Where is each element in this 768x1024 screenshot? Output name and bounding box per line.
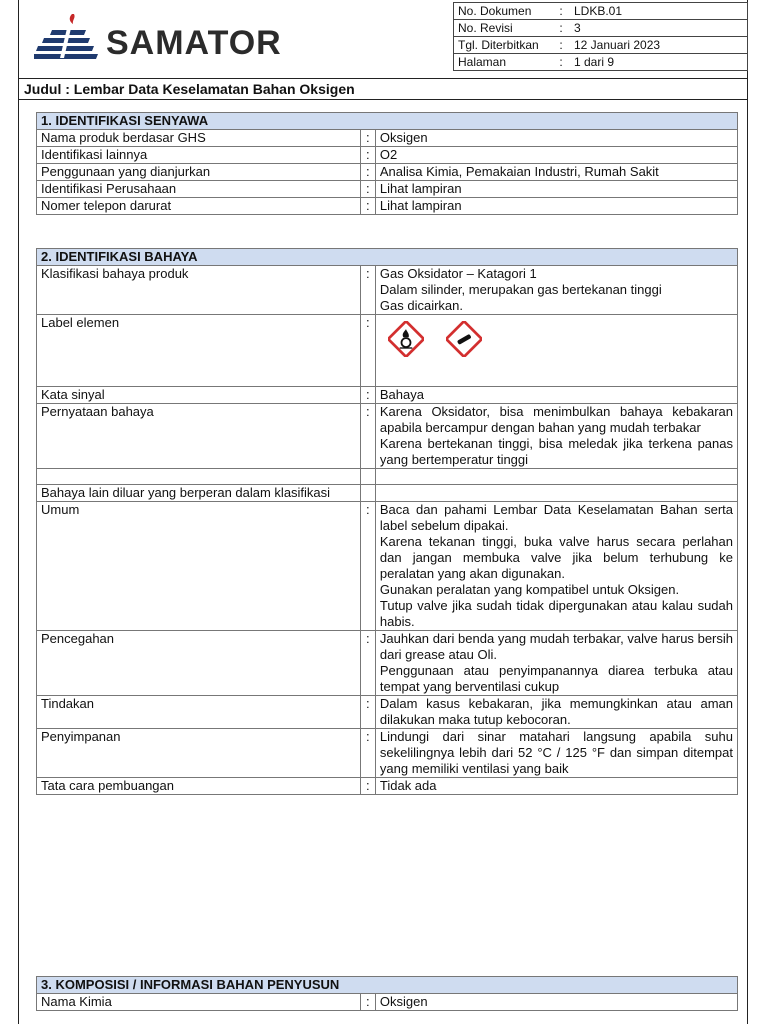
row-label: Label elemen <box>37 315 361 387</box>
table-row-empty <box>37 469 738 485</box>
value-line: Gas dicairkan. <box>379 298 463 313</box>
row-label: Pernyataan bahaya <box>37 404 361 469</box>
row-label: Nama produk berdasar GHS <box>37 130 361 147</box>
row-colon: : <box>360 130 375 147</box>
table-row <box>37 198 738 215</box>
section-heading: 1. IDENTIFIKASI SENYAWA <box>37 113 738 130</box>
value-line: Karena bertekanan tinggi, bisa meledak jika terkena panas yang bertemperatur tinggi <box>379 436 733 467</box>
table-row <box>37 696 738 729</box>
section-heading: 3. KOMPOSISI / INFORMASI BAHAN PENYUSUN <box>37 977 738 994</box>
row-colon: : <box>360 266 375 315</box>
row-label: Tata cara pembuangan <box>37 778 361 795</box>
doc-info-value: LDKB.01 <box>570 3 748 20</box>
row-value <box>375 631 737 696</box>
section-identifikasi-senyawa <box>36 112 738 215</box>
section-komposisi <box>36 976 738 1011</box>
value-line: Gas Oksidator – Katagori 1 <box>379 266 537 281</box>
table-row <box>37 147 738 164</box>
row-colon: : <box>360 502 375 631</box>
row-value: Tidak ada <box>375 778 737 795</box>
table-row <box>37 631 738 696</box>
table-row <box>37 404 738 469</box>
value-line: Penggunaan atau penyimpanannya diarea terbuka atau tempat yang berventilasi cukup <box>379 663 733 694</box>
row-label: Identifikasi Perusahaan <box>37 181 361 198</box>
table-row <box>37 485 738 502</box>
row-label: Klasifikasi bahaya produk <box>37 266 361 315</box>
value-line: Baca dan pahami Lembar Data Keselamatan Bahan serta label sebelum dipakai. <box>379 502 733 533</box>
row-value: Analisa Kimia, Pemakaian Industri, Rumah Sakit <box>375 164 737 181</box>
value-line: Tutup valve jika sudah tidak dipergunakan atau kalau sudah habis. <box>379 598 733 629</box>
samator-logo-icon <box>34 8 104 64</box>
row-label: Pencegahan <box>37 631 361 696</box>
value-line: Jauhkan dari benda yang mudah terbakar, valve harus bersih dari grease atau Oli. <box>379 631 733 662</box>
section-identifikasi-bahaya <box>36 248 738 795</box>
gas-cylinder-icon <box>446 321 482 357</box>
doc-info-row <box>454 20 748 37</box>
doc-info-key: No. Revisi <box>454 20 553 37</box>
oxidizer-flame-over-circle-icon <box>388 321 424 357</box>
row-colon: : <box>360 198 375 215</box>
value-line: Karena tekanan tinggi, buka valve harus secara perlahan dan jangan membuka valve jika belum terhubung ke peralatan yang akan digunakan. <box>379 534 733 581</box>
row-colon: : <box>360 147 375 164</box>
table-row <box>37 729 738 778</box>
doc-info-value: 1 dari 9 <box>570 54 748 71</box>
row-value: Lindungi dari sinar matahari langsung apabila suhu sekelilingnya lebih dari 52 °C / 125 °F dan simpan ditempat yang memiliki ventilasi yang baik <box>375 729 737 778</box>
doc-info-row <box>454 54 748 71</box>
table-row <box>37 266 738 315</box>
row-colon: : <box>360 778 375 795</box>
row-label: Umum <box>37 502 361 631</box>
row-label: Nomer telepon darurat <box>37 198 361 215</box>
document-title: Judul : Lembar Data Keselamatan Bahan Oksigen <box>24 81 355 97</box>
table-row <box>37 502 738 631</box>
row-colon: : <box>360 994 375 1011</box>
value-line: Karena Oksidator, bisa menimbulkan bahaya kebakaran apabila bercampur dengan bahan yang mudah terbakar <box>379 404 733 435</box>
table-row <box>37 130 738 147</box>
document-info-table <box>453 2 748 71</box>
doc-info-colon: : <box>552 3 570 20</box>
table-row <box>37 994 738 1011</box>
table-row <box>37 315 738 387</box>
samator-logo <box>34 8 334 68</box>
doc-info-colon: : <box>552 37 570 54</box>
section-heading: 2. IDENTIFIKASI BAHAYA <box>37 249 738 266</box>
row-label: Tindakan <box>37 696 361 729</box>
table-row <box>37 778 738 795</box>
table-row <box>37 181 738 198</box>
row-label: Penyimpanan <box>37 729 361 778</box>
doc-info-value: 3 <box>570 20 748 37</box>
row-label: Bahaya lain diluar yang berperan dalam klasifikasi <box>37 485 361 502</box>
row-value <box>375 315 737 387</box>
value-line: Dalam silinder, merupakan gas bertekanan tinggi <box>379 282 662 297</box>
doc-info-colon: : <box>552 54 570 71</box>
row-colon: : <box>360 387 375 404</box>
doc-info-key: Tgl. Diterbitkan <box>454 37 553 54</box>
document-title-bar <box>18 78 748 100</box>
row-value: Oksigen <box>375 994 737 1011</box>
row-label: Penggunaan yang dianjurkan <box>37 164 361 181</box>
row-colon: : <box>360 181 375 198</box>
row-label: Nama Kimia <box>37 994 361 1011</box>
row-colon: : <box>360 696 375 729</box>
row-colon: : <box>360 404 375 469</box>
doc-info-key: No. Dokumen <box>454 3 553 20</box>
row-value: Lihat lampiran <box>375 198 737 215</box>
row-value: Lihat lampiran <box>375 181 737 198</box>
row-colon: : <box>360 164 375 181</box>
doc-info-row <box>454 37 748 54</box>
row-colon: : <box>360 729 375 778</box>
row-label: Kata sinyal <box>37 387 361 404</box>
doc-info-row <box>454 3 748 20</box>
row-value: O2 <box>375 147 737 164</box>
value-line: Gunakan peralatan yang kompatibel untuk Oksigen. <box>379 582 680 597</box>
doc-info-key: Halaman <box>454 54 553 71</box>
row-colon: : <box>360 631 375 696</box>
row-value: Bahaya <box>375 387 737 404</box>
doc-info-value: 12 Januari 2023 <box>570 37 748 54</box>
table-row <box>37 387 738 404</box>
doc-info-colon: : <box>552 20 570 37</box>
row-colon: : <box>360 315 375 387</box>
row-value <box>375 404 737 469</box>
row-label: Identifikasi lainnya <box>37 147 361 164</box>
row-value <box>375 266 737 315</box>
row-value <box>375 502 737 631</box>
table-row <box>37 164 738 181</box>
row-value: Oksigen <box>375 130 737 147</box>
document-header <box>18 0 748 84</box>
row-value: Dalam kasus kebakaran, jika memungkinkan atau aman dilakukan maka tutup kebocoran. <box>375 696 737 729</box>
logo-text: SAMATOR <box>106 24 282 62</box>
